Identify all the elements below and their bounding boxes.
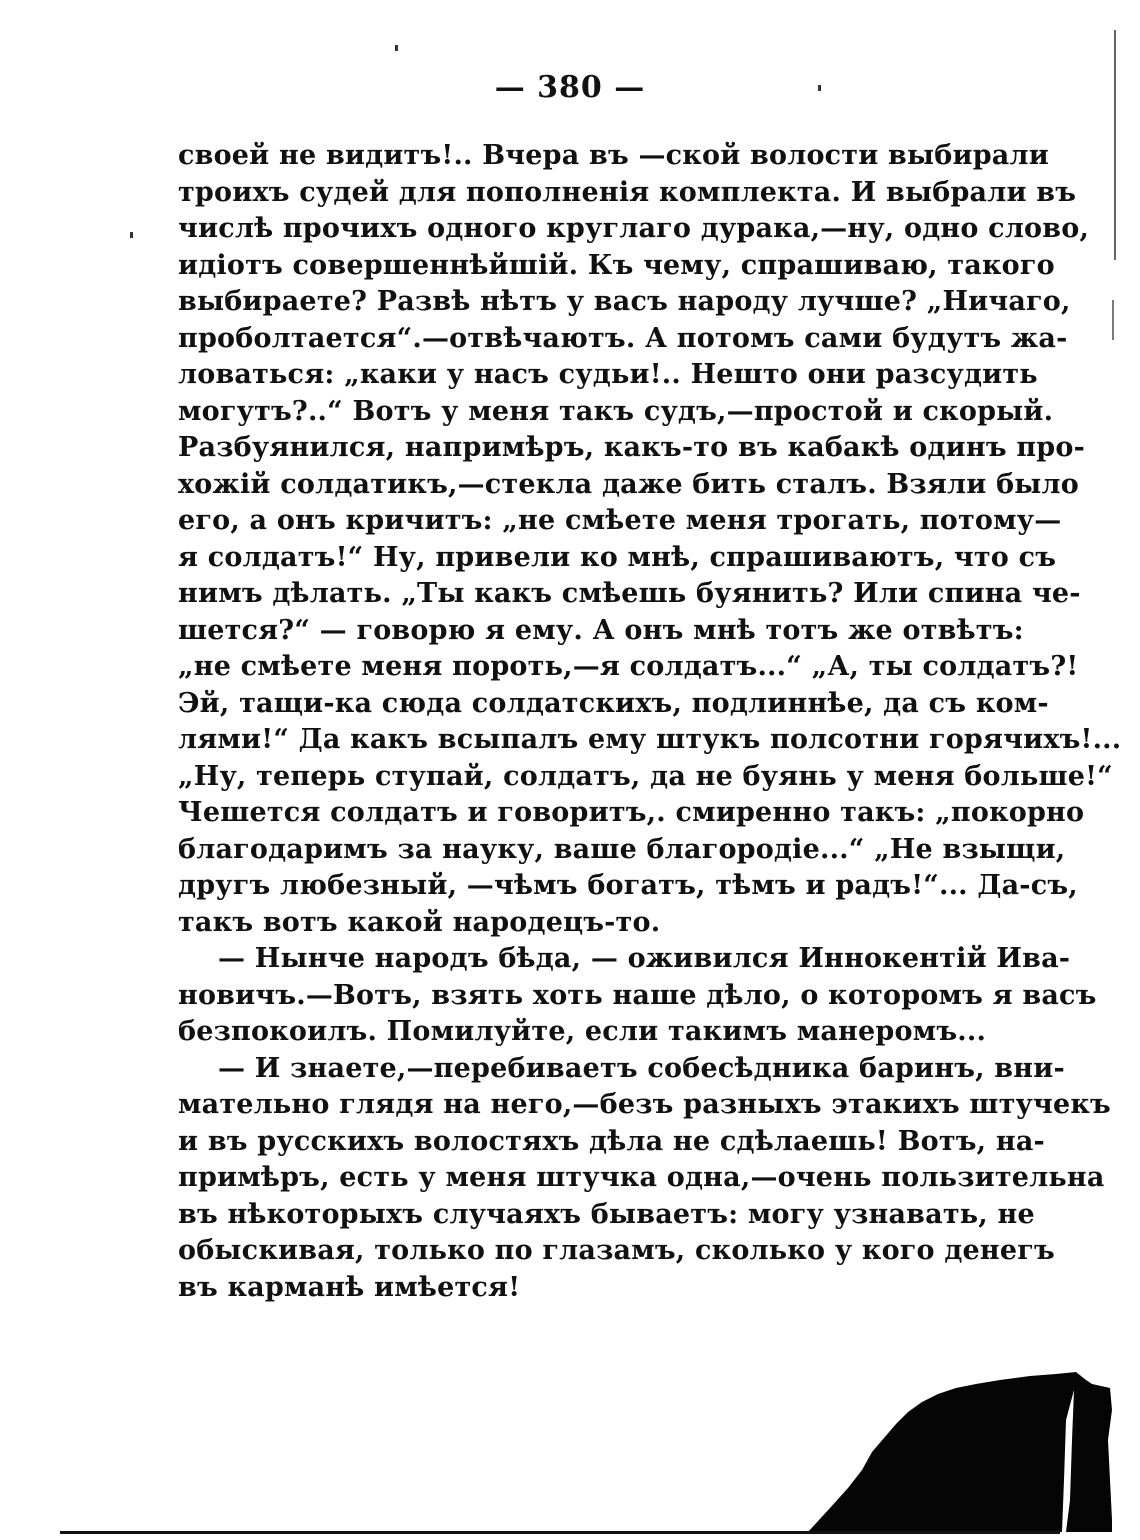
text-line: благодаримъ за науку, ваше благородіе...“ „Не взыщи, [178,833,1066,865]
text-line: троихъ судей для пополненія комплекта. И выбрали въ [178,176,1077,208]
text-line: въ нѣкоторыхъ случаяхъ бываетъ: могу узнавать, не [178,1198,1035,1230]
text-line: проболтается“.—отвѣчаютъ. А потомъ сами будутъ жа- [178,322,1068,354]
scan-speck [130,232,133,238]
text-line: лями!“ Да какъ всыпалъ ему штукъ полсотни горячихъ!... [178,724,1122,755]
text-line: такъ вотъ какой народецъ-то. [178,906,661,938]
text-line: выбираете? Развѣ нѣтъ у васъ народу лучше? „Ничаго, [178,286,1071,317]
text-line: — Нынче народъ бѣда, — оживился Иннокентій Ива- [218,943,1071,974]
text-line: я солдатъ!“ Ну, привели ко мнѣ, спрашиваютъ, что съ [178,541,1057,573]
text-line: новичъ.—Вотъ, взять хоть наше дѣло, о которомъ я васъ [178,979,1097,1011]
scan-shadow-highlight [1062,1390,1074,1532]
text-line: идіотъ совершеннѣйшій. Къ чему, спрашиваю, такого [178,249,1055,281]
text-line: безпокоилъ. Помилуйте, если такимъ манеромъ... [178,1016,987,1047]
text-line: ловаться: „каки у насъ судьи!.. Нешто они разсудить [178,359,1038,390]
text-line: обыскивая, только по глазамъ, сколько у кого денегъ [178,1235,1055,1266]
text-line: Чешется солдатъ и говоритъ,. смиренно такъ: „покорно [178,797,1085,828]
scan-shadow-shape [808,1372,1112,1532]
text-line: могутъ?..“ Вотъ у меня такъ судъ,—простой и скорый. [178,395,1054,427]
text-line: другъ любезный, —чѣмъ богатъ, тѣмъ и радъ!“... Да-съ, [178,870,1078,901]
text-line: примѣръ, есть у меня штучка одна,—очень пользительна [178,1162,1105,1193]
text-line: Эй, тащи-ка сюда солдатскихъ, подлиннѣе, да съ ком- [178,687,1049,719]
page-number: — 380 — [494,70,646,105]
page-edge-mark [1112,300,1114,340]
text-line: нимъ дѣлать. „Ты какъ смѣешь буянить? Или спина че- [178,578,1081,609]
page-body-text [178,138,1122,1306]
page-bottom-rule [60,1531,1060,1534]
page-edge-line [1114,30,1116,260]
text-line: мательно глядя на него,—безъ разныхъ этакихъ штучекъ [178,1089,1111,1120]
text-line: „Ну, теперь ступай, солдатъ, да не буянь у меня больше!“ [178,760,1113,792]
text-line: числѣ прочихъ одного круглаго дурака,—ну, одно слово, [178,213,1090,244]
text-line: и въ русскихъ волостяхъ дѣла не сдѣлаешь! Вотъ, на- [178,1125,1045,1157]
text-line: своей не видитъ!.. Вчера въ —ской волости выбирали [178,140,1049,171]
text-line: шется?“ — говорю я ему. А онъ мнѣ тотъ же отвѣтъ: [178,614,1024,646]
text-line: — И знаете,—перебиваетъ собесѣдника баринъ, вни- [218,1052,1065,1084]
scan-speck [395,45,398,51]
text-line: хожій солдатикъ,—стекла даже бить сталъ. Взяли было [178,468,1079,500]
text-line: „не смѣете меня пороть,—я солдатъ...“ „А, ты солдатъ?! [178,651,1079,682]
text-line: его, а онъ кричитъ: „не смѣете меня трогать, потому— [178,505,1062,536]
text-line: Разбуянился, напримѣръ, какъ-то въ кабакѣ одинъ про- [178,432,1085,463]
text-line: въ карманѣ имѣется! [178,1271,521,1303]
